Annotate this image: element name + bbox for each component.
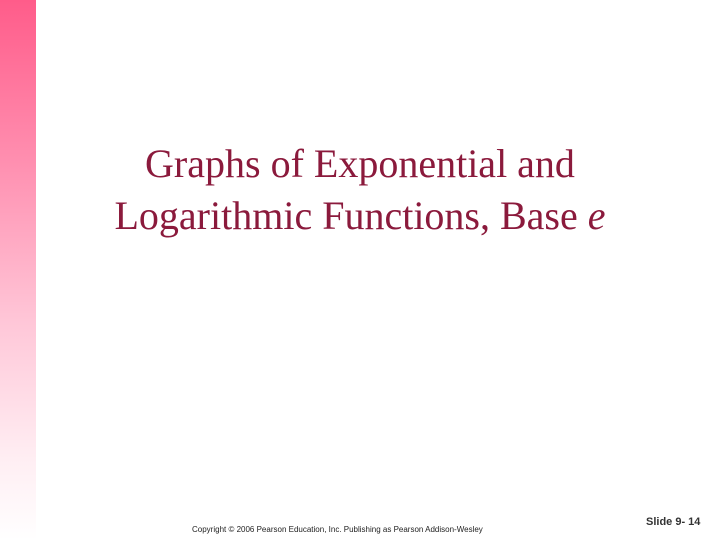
- slide-title: [40, 138, 680, 242]
- slide-title-line-1: Graphs of Exponential and: [145, 141, 575, 186]
- sidebar-gradient-bar: [0, 0, 36, 540]
- slide-number: Slide 9- 14: [646, 516, 701, 528]
- slide-title-line-2: [40, 190, 680, 242]
- copyright-notice: Copyright © 2006 Pearson Education, Inc. Publishing as Pearson Addison-Wesley: [192, 525, 483, 534]
- slide-title-variable: e: [587, 193, 606, 238]
- slide-title-line-2-text: Logarithmic Functions, Base: [114, 193, 588, 238]
